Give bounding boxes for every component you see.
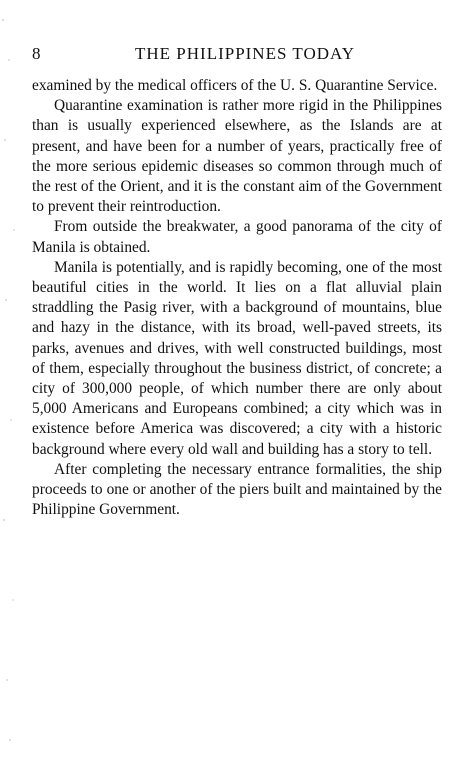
paragraph-panorama: From outside the breakwater, a good panorama of the city of Manila is obtained.	[32, 218, 442, 256]
running-head: THE PHILIPPINES TODAY	[135, 44, 355, 63]
page-edge-speckle	[0, 0, 22, 757]
body-text	[32, 76, 442, 520]
paragraph-continuation: examined by the medical officers of the U. S. Quarantine Service.	[32, 77, 438, 94]
paragraph-quarantine: Quarantine examination is rather more rigid in the Philippines than is usually experienced elsewhere, as the Islands are at present, and have been for a number of years, practically free of the more serious epidemic diseases so common through much of the rest of the Orient, and it is the constant aim of the Government to prevent their reintroduction.	[32, 97, 442, 216]
page-number: 8	[32, 44, 41, 63]
paragraph-piers: After completing the necessary entrance formalities, the ship proceeds to one or another of the piers built and maintained by the Philippine Government.	[32, 460, 442, 519]
paragraph-manila: Manila is potentially, and is rapidly becoming, one of the most beautiful cities in the world. It lies on a flat alluvial plain straddling the Pasig river, with a background of mountains, blue and hazy in the distance, with its broad, well-paved streets, its parks, avenues and drives, with well constructed buildings, most of them, especially throughout the business district, of concrete; a city of 300,000 people, of which number there are only about 5,000 Americans and Europeans combined; a city which was in existence before America was discovered; a city with a historic background where every old wall and building has a story to tell.	[32, 258, 442, 458]
page-header	[28, 44, 442, 68]
